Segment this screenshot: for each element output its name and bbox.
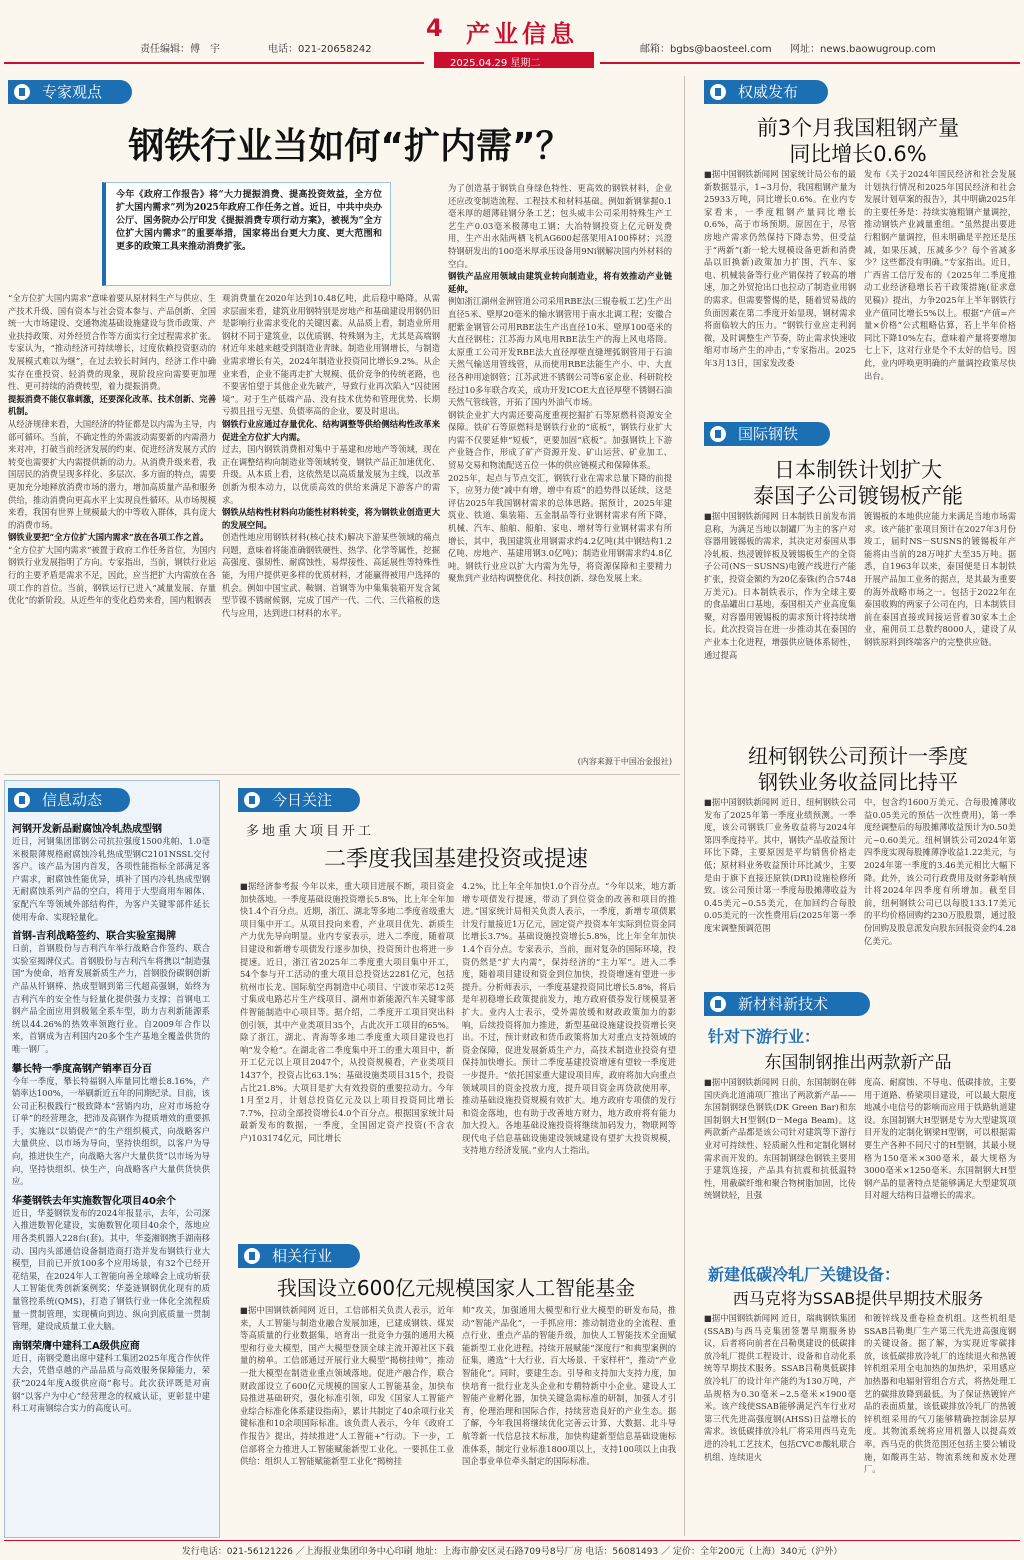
info-item-text: 近日，河钢集团邯钢公司抗拉强度1500兆帕、1.0毫米极限薄规格耐腐蚀冷轧热成型钢C2101NSSL交付客户。该产品为国内首发，各项性能指标全部满足客户需求，耐腐蚀性能优异，填补了国内冷轧热成型钢无耐腐蚀系列产品的空白，将用于大型商用车厢体、家配汽车等领域外部结构件，为客户关键零部件延长使用寿命、实现轻量化。 <box>12 836 210 922</box>
footer-text: 发行电话：021-56121226 ／上海报业集团印务中心印刷 地址：上海市静安区灵石路709号8号厂房 电话：56081493 ／ 定价：全年200元（上海）340元（沪外） <box>181 1547 843 1557</box>
info-list <box>12 820 210 1532</box>
expert-lead-text: 今年《政府工作报告》将“大力提振消费、提高投资效益，全方位扩大国内需求”列为2025年政府工作任务之首。近日，中共中央办公厅、国务院办公厅印发《提振消费专项行动方案》，被视为“全方位扩大国内需求”的重要举措，国家将出台更大力度、更大范围和更多的政策工具来推动消费扩张。 <box>116 190 382 252</box>
expert-col3-para-3: 钢铁企业扩大内需还要高度重视挖掘扩石等原燃料资源安全保障。铁矿石等原燃料是钢铁行业的“底板”，钢铁行业扩大内需不仅要延伸“短板”，更要加固“底板”。加强钢铁上下游产业链合作，形成了矿产资源开发、矿山运营、矿业加工、贸易交易和物流配送五位一体的供应链模式和保障体系。 <box>448 409 672 471</box>
newmat-article1-col2: 度高、耐腐蚀、不导电、低碳排放，主要用于道路、桥梁项目建设，可以最大限度地减小电信号的影响而应用于铁路轨道建设。东国制钢大H型钢是专为大型建筑项目开发的定制化钢梁H型钢，可以根据需要生产各种不同尺寸的H型钢，其最小规格为150毫米×300毫米，最大规格为3000毫米×1250毫米。东国制钢大H型钢产品的显著特点是能够满足大型建筑项目对超大结构日益增长的需求。 <box>864 1077 1016 1201</box>
expert-col3-para-4: 2025年，起点与节点交汇，钢铁行业在需求总量下降的前提下，应努力使“减中有增，增中有质”的趋势得以延续，这是评估2025年我国钢材需求的总体思路。据预计，2025年建筑业、铁道、集装箱、五金制品等行业钢材需求有所下降，机械、汽车、舶舶、船舶、家电、增材等行业钢材需求有所增长，其中，我国建筑业用钢需求约4.2亿吨(其中钢结构1.2亿吨、房地产、基建用钢3.0亿吨)；制造业用钢需求约4.8亿吨。钢铁行业应以扩大内需为先导，将资源保障和主要精力聚焦到产业结构调整优化、科技创新、绿色发展上来。 <box>448 472 672 584</box>
issue-date: 2025.04.29 星期二 <box>450 58 541 69</box>
info-item-title: 华菱钢铁去年实施数智化项目40余个 <box>12 1195 176 1207</box>
nucor-col2: 中，包含约1600万美元、合每股摊薄收益0.05美元的预估一次性费用)，第一季度经调整后的每股摊薄收益预计为0.50美元~0.60美元。纽柯钢铁公司2024年第四季度实现每股摊薄净收益1.22美元，与2024年第一季度的3.46美元相比大幅下降。此外，该公司行政费用及财务影响预计将2024年四季度有所增加。截至目前，纽柯钢铁公司已以每股133.17美元的平均价格回购约230万股股票，通过股份回购及股息派发向股东回报资金约4.28亿美元。 <box>864 797 1016 946</box>
info-item-text: 日前，首钢股份与吉利汽车举行战略合作签约、联合实验室揭牌仪式。首钢股份与吉利汽车将携以“制造强国”为使命，培育发展新质生产力，首钢股份碳钢创新产品从钎钢棒、热成型钢到第三代超高强钢，始终为吉利汽车的安全性与轻量化提供强力支撑；首钢电工钢产品全面应用到极氪全系车型，助力吉利新能源系统以44.26%的热效率领跑行业。自2009年合作以来，首钢成为吉利国内20多个生产基地全覆盖供货的唯一钢厂。 <box>12 943 210 1054</box>
info-item <box>12 820 210 923</box>
divider-expert-bottom <box>4 774 680 775</box>
info-item <box>12 927 210 1055</box>
expert-col2-intro: 观消费量在2020年达到10.48亿吨，此后稳中略降。从需求层面来看，建筑业用钢特别是房地产和基础建设用钢仍旧是影响行业需求变化的关键因素。从品质上看，制造业所用钢材不同于建筑业，以优质钢、特殊钢为主，尤其是高端钢材近年来越来越受到制造业青睐。制造业用钢增长，与制造业需求增长有关，2024年制造业投资同比增长9.2%。从企业来看，企业不能再走扩大规模、低价竞争的传统老路，也不要害怕望于其他企业先破产，导致行业再次陷入“囚徒困境”。对于生产低端产品、没有技术优势和管理优势、长期亏损且扭亏无望、负债率高的企业，要及时退出。 <box>222 293 440 417</box>
newmat-article2-kicker: 新建低碳冷轧厂关键设备： <box>708 1265 901 1284</box>
section-expert-view: 专家观点 <box>8 80 132 104</box>
authority-col1: ■据中国钢铁新闻网 国家统计局公布的最新数据显示，1~3月份，我国粗钢产量为25933万吨，同比增长0.6%。在业内专家看来，一季度粗钢产量同比增长0.6%，高于市场预期。原因在于，尽管房地产需求仍然保持下降态势，但受益于“两新”(新一轮大规模设备更新和消费品以旧换新)政策加力扩围，汽车、家电、机械装备等行业产销保持了较高的增速，加之外贸抢出口也拉动了制造业用钢的需求。但需要警惕的是，随着贸易战的负面因素在第二季度开始显现，钢材需求将面临较大的压力。“钢铁行业应走利润微，及时调整生产节奏，防止需求快速收缩对市场产生的冲击，”专家指出。2025年3月13日，国家发改委 <box>704 169 856 368</box>
page-number: 4 <box>426 14 443 42</box>
newmat-article1-kicker: 针对下游行业： <box>708 1027 821 1046</box>
intl-title-line1: 日本制铁计划扩大 <box>774 458 942 482</box>
page-header <box>0 0 1024 70</box>
editor-phone: 电话：021-20658242 <box>268 44 372 55</box>
section-info: 信息动态 <box>8 788 130 812</box>
today-headline: 二季度我国基建投资或提速 <box>323 847 588 872</box>
expert-col2-para-3: 创造性地应用钢铁材料(核心技术)解决下游某些领域的痛点问题，意味着将能准确钢铁硬性、热学、化学等属性，挖掘高强度、强韧性、耐腐蚀性、易焊接性、高延展性等特殊性能，为用户提供更多样的优质材料，才能赢得被用户选择的机会。例如中国宝武、鞍钢、首钢等为中集集装箱开发含氮型节镍不锈耐候钢，完成了国产一代、二代、三代箱板的迭代与应用，达到进口材料的水平。 <box>222 532 440 618</box>
section-international: 国际钢铁 <box>704 422 830 446</box>
expert-col3-heading-1: 钢铁产品应用领域由建筑业转向制造业，将有效推动产业链延伸。 <box>448 271 672 294</box>
intl-col1: ■据中国钢铁新闻网 日本制铁日前发布消息称，为满足当地以制罐厂为主的客户对容器用镀锡板的需求，其决定对泰国从事冷轧板、热浸镀锌板及镀锡板生产的全资子公司(NS－SUSNS)电镀产线进行产能扩张，投资金额约为20亿泰铢(约合5748万美元)。日本制铁表示，作为全球主要的食品罐出口基地，泰国相关产业高度集聚，对容器用镀锡板的需求预计将持续增长。此次投资旨在进一步推动其在泰国的产业本土化进程，增强供应链体系韧性，通过提高 <box>704 511 856 660</box>
section-authority: 权威发布 <box>704 80 828 104</box>
expert-col2-heading-2: 钢铁从结构性材料向功能性材料转变，将为钢铁业创造更大的发展空间。 <box>222 507 440 530</box>
expert-headline: 钢铁行业当如何“扩内需”？ <box>128 126 572 167</box>
info-item <box>12 1192 210 1333</box>
footer-rule <box>4 1540 1020 1541</box>
email: 邮箱：bgbs@baosteel.com <box>640 44 772 55</box>
nucor-title-line2: 钢铁业务收益同比持平 <box>758 770 958 794</box>
info-item-title: 首钢-吉利战略签约、联合实验室揭牌 <box>12 931 177 943</box>
newmat-article2-col2: 和镀锌线及重卷检查机组。这些机组是SSAB吕勒奥厂生产第三代先进高强度钢的关键设备。据了解，为实现近零碳排放，该低碳排放冷轧厂的连续退火和热镀锌机组采用全电加热的加热炉，采用感应加热器和电辐射管组合方式，将热处理工艺的碳排放降到最低。为了保证热镀锌产品的表面质量，该低碳排放冷轧厂的热镀锌机组采用的气刀能够精确控制涂层厚度。其物流系统将应用机器人以提高效率。西马克的供货范围还包括主要公辅设施，如酸再生站、物流系统和废水处理厂。 <box>864 1313 1016 1475</box>
intl-col2: 镀锡板的本地供应能力来满足当地市场需求。该产能扩张项目预计在2027年3月份竣工，届时NS－SUSNS的镀锡板年产能将由当前的28万吨扩大至35万吨。据悉，自1963年以来，泰国便是日本制铁开展产品加工业务的据点，是其最为重要的海外战略市场之一。包括于2022年在泰国收购的两家子公司在内，日本制铁目前在泰国直接或间接运营着30家本土企业，雇佣员工总数约8000人，建设了从钢铁原料到终端客户的完整供应链。 <box>864 511 1016 647</box>
expert-column-1 <box>8 292 216 772</box>
expert-col2-heading-1: 钢铁行业应通过存量优化、结构调整等供给侧结构性改革来促进全方位扩大内需。 <box>222 418 440 442</box>
page-title: 产业信息 <box>466 20 578 48</box>
authority-col2: 发布《关于2024年国民经济和社会发展计划执行情况和2025年国民经济和社会发展计划草案的报告》，其中明确2025年的主要任务是：持续实施粗钢产量调控，推动钢铁产业减量重组。“虽然提出要进行粗钢产量调控，但未明确是平控还是压减，如果压减，压减多少？每个省减多少？这些都没有明确。”专家指出。近日，广西省工信厅发布的《2025年二季度推动工业经济稳增长若干政策措施(征求意见稿)》提出，力争2025年上半年钢铁行业产值同比增长5%以上。根据“产值=产量×价格”公式粗略估算，若上半年价格同比下降10%左右，意味着产量将要增加七上下，这对行业是个不太好的信号。因此，业内呼唤更明确的产量调控政策尽快出台。 <box>864 169 1016 381</box>
expert-col1-heading-1: 提振消费不能仅靠刺激，还要深化改革、技术创新、完善机制。 <box>8 393 216 417</box>
expert-col1-heading-2: 钢铁业要把“全方位扩大国内需求”放在各项工作之首。 <box>8 532 209 543</box>
related-col1: ■据中国钢铁新闻网 近日，工信部相关负责人表示，近年来，人工智能与制造业融合发展加速，已建成钢铁、煤炭等高质量的行业数据集，培育出一批竞争力强的通用大模型和行业大模型，国产大模型登顶全球主流开源社区下载量的榜单。工信部通过开展行业大模型“揭榜挂帅”，推动一批大模型在制造业重点领域落地。促进产融合作，联合财政部设立了600亿元规模的国家人工智能基金，加快布局推进基础研究，强化标准引领，印发《国家人工智能产业综合标准化体系建设指南》，累计共制定了40余项行业关键标准和10余项国际标准。该负责人表示，今年《政府工作报告》提出，持续推进“人工智能+”行动。下一步，工信部将全力推进人工智能赋能新型工业化。一要抓住工业供给：组织人工智能赋能新型工业化“揭榜挂 <box>240 1305 454 1467</box>
authority-title-line1: 前3个月我国粗钢产量 <box>756 116 960 140</box>
authority-title-line2: 同比增长0.6% <box>789 142 927 166</box>
expert-lead-box <box>102 182 391 286</box>
section-new-materials: 新材料新技术 <box>704 992 870 1016</box>
section-today-focus: 今日关注 <box>238 788 360 812</box>
today-kicker: 多地重大项目开工 <box>246 824 375 839</box>
newmat-article2-title: 西马克将为SSAB提供早期技术服务 <box>732 1289 984 1308</box>
expert-col1-intro: “全方位扩大国内需求”意味着要从原材料生产与供应、生产技术升级、国有资本与社会资本参与、产品创新、全国统一大市场建设、交通物流基础设施建设与货币政策、产业扶持政策、对外经贸合作等方面实行全过程需求扩张。专家认为，“推动经济可持续增长，过度依赖投资驱动的发展模式难以为继”，在过去较长时间内，经济工作中确实存在重投资、轻消费的现象，现阶段应向需要更加理性、更可持续的消费转型，着力提振消费。 <box>8 293 216 392</box>
info-item-title: 南钢荣膺中建科工A级供应商 <box>12 1340 140 1352</box>
expert-col3-para-2: 例如浙江湖州金洲管道公司采用RBE法(三辊卷板工艺)生产出直径5米、壁厚20毫米的输水钢管用于南水北调工程；安徽合肥紫金钢管公司用RBE法生产出直径10米、壁厚100毫米的大直径钢柱；江苏海力风电用RBE法生产的海上风电塔筒。太原重工公司开发RBE法大直径厚壁直缝埋弧钢管用于石油天然气输送用管线管，从而使用RBE法能生产小、中、大直径各种用途钢管；江苏武进不锈钢公司等6家企业、科研院校经过10多年联合攻关，成功开发ICOE大直径厚壁不锈钢石油天然气管线管，开拓了国内外油气市场。 <box>448 296 672 408</box>
newmat-article2-col1: ■据中国钢铁新闻网 近日，瑞典钢铁集团(SSAB)与西马克集团签署早期服务协议，后者将向前者在吕勒奥建设的低碳排放冷轧厂提供工程设计、设备和自动化系统等早期技术服务。SSAB吕勒奥低碳排放冷轧厂的设计年产能约为130万吨，产品规格为0.30毫米~2.5毫米×1900毫米。该产线使SSAB能够满足汽车行业对第三代先进高强度钢(AHSS)日益增长的需求。该低碳排放冷轧厂将采用西马克先进的冷轧工艺技术，包括CVC®酸轧联合机组、连续退火 <box>704 1313 856 1462</box>
info-item-text: 今年一季度，攀长特福钢入库量同比增长8.16%，产销率达100%，一举刷新近五年的同期纪录。目前，该公司正积极践行“极致降本”营销内功，应对市场抢夺订单”的经营理念，把沛及高钢作为提质增效的重要抓手，实施以“以销促产”的生产组织模式，向战略客户大量供应、以市场为导向，坚持快组织，以客户为导向，推进快生产，向战略大客户大量供货“以市场为导向，坚持快组织、快生产，向战略客户大量供货快供应。 <box>12 1075 210 1187</box>
nucor-title-line1: 纽柯钢铁公司预计一季度 <box>748 744 968 768</box>
info-item-title: 河钢开发新品耐腐蚀冷轧热成型钢 <box>12 824 162 835</box>
info-item-text: 近日，华菱钢铁发布的2024年报显示，去年，公司深入推进数智化建设，实施数智化项目40余个，落地应用各类机器人228台(套)。其中，华菱湘钢携手湖南移动、国内头部通信设备制造商打造并发布钢铁行业大模型，目前已开放100多个应用场景，有32个已经开花结果，在2024年人工智能向善全球峰会上成功斩获人工智能优秀创新案例奖；华菱涟钢钢优化现有的质量管控系统(QMS)，打造了钢铁行业一体化全流程质量一贯制管理，实现横向到边、纵向到底质量一贯制管理，建设成质量工业大脑。 <box>12 1207 210 1332</box>
expert-col1-para-2: 从经济规律来看，大国经济的特征都是以内需为主导，内部可循环。当前，不确定性的外需波动需要新的内需潜力来对冲，打破当前经济发展的约束、促进经济发展方式的转变也需要扩大内需提供新的动力。从消费升级来看，我国居民的消费呈现多样化、多层次、多方面的特点，需要更加充分地释放消费市场的潜力，增加高质量产品和服务供给，推动消费向更高水平上实现良性循环。从市场规模来看，我国有世界上规模最大的中等收入群体，具有庞大的消费市场。 <box>8 418 216 530</box>
today-col1: ■据经济参考报 今年以来，重大项目进展不断，项目资金加快落地。一季度基础设施投资增长5.8%，比上年全年加快1.4个百分点。近期，浙江、湖北等多地二季度省级重大项目集中开工。从项目投向来看，产业项目优先、新质生产力优先导向明显。业内专家表示，进入二季度，随着项目建设和新增专项债发行逐步加快，投资预计也将进一步提速。近日，浙江省2025年二季度重大项目集中开工，54个参与开工活动的重大项目总投资达2281亿元，包括杭州市长龙、国际航空再制造中心项目、宁波市荣芯12英寸集成电路芯片生产线项目、湖州市新能源汽车关键零部件智能制造中心项目等。据介绍，二季度开工项目突出科创引领，其中产业类项目35个，占此次开工项目的65%。除了浙江，湖北、青海等多地二季度重大项目建设也打响“发令枪”。在湖北省二季度集中开工的重大项目中，新开工亿元以上项目2047个，从投资规模看，产业类项目1437个，投资占比63.1%；基础设施类项目315个，投资占比21.8%。大项目是扩大有效投资的重要拉动力。今年1月至2月，计划总投资亿元及以上项目投资同比增长7.7%，拉动全部投资增长4.0个百分点。根据国家统计局最新发布的数据，一季度，全国固定资产投资(不含农户)103174亿元，同比增长 <box>240 881 454 1143</box>
header-rule-right <box>600 62 1020 64</box>
header-rule-left <box>4 62 424 64</box>
info-item-title: 攀长特一季度高钢产销率百分百 <box>12 1063 152 1075</box>
expert-source: (内容来源于中国冶金报社) <box>577 757 672 766</box>
website: 网址：news.baowugroup.com <box>790 44 936 55</box>
divider-right-column <box>684 76 685 1536</box>
intl-title-line2: 泰国子公司镀锡板产能 <box>753 484 963 508</box>
expert-col3-intro: 为了创造基于钢铁自身绿色特性、更高效的钢铁材料，企业还应改变制造流程、工程技术和材料基础。例如新钢掌握0.1毫米厚的超薄硅钢分条工艺；包头威丰公司采用特殊生产工艺生产0.03毫米极薄电工钢；大冶特钢投资上亿元研发费用，生产出水陆两栖飞机AG600起落架用A100棒材；兴澄特钢研发出的100毫米厚承压设备用9Ni钢解决国内外材料的空白。 <box>448 183 672 269</box>
nucor-col1: ■据中国钢铁新闻网 近日，纽柯钢铁公司发布了2025年第一季度业绩预测。一季度，该公司钢铁厂业务收益将与2024年第四季度持平。其中，钢铁产品收益预计环比下降，主要原因是平均销售价格走低；原材料业务收益预计环比减少，主要是由于旗下直接还原铁(DRI)设施检修所致。该公司预计第一季度每股摊薄收益为0.45美元~0.55美元，在加回约合每股0.05美元的一次性费用后(2025年第一季度宋调整预调范围 <box>704 797 856 933</box>
section-related-industry: 相关行业 <box>238 1244 360 1268</box>
info-item <box>12 1060 210 1188</box>
today-col2: 4.2%，比上年全年加快1.0个百分点。“今年以来，地方新增专项债发行提速，带动了到位资金的改善和项目的推进。”国家统计局相关负责人表示，一季度，新增专项债累计发行量接近1万亿元，固定资产投资本年实际到位资金同比增长3.7%。基础设施投资增长5.8%，比上年全年加快1.4个百分点。专家表示，当前，面对复杂的国际环境，投资仍然是“扩大内需”，保持经济的“主力军”。进入二季度，随着项目建设和资金到位加快，投资增速有望进一步提升。分析师表示，一季度基建投资同比增长5.8%，将后是年初稳增长政策提前发力，地方政府债券发行规模显著扩大。业内人士表示，受外需放缓和财政政策加力的影响，后续投资将加力推进，新型基础设施建设投资增长突出。不过，预计财政和货币政策将加大对重点支持领域的资金保障，促进发展新质生产力，高技术制造业投资有望保持加快增长。预计二季度基建投资增速有望较一季度进一步提升。“依托国家重大建设项目库，政府将加大向重点领域项目的资金投放力度，提升项目资金再贷款使用率，推动基础设施投资规模有效扩大。地方政府专项债的发行和资金落地，也有助于改善地方财力，地方政府将有能力加大投入。各地基础设施投资将继续加码发力，物联网等现代电子信息基础设施建设领域建设有望扩大投资规模，支持地方经济发展。”业内人士指出。 <box>462 881 676 1156</box>
expert-column-3 <box>448 182 672 752</box>
expert-col2-para-2: 过去，国内钢铁消费相对集中于基建和房地产等领域，现在正在调整结构向制造业等领域转变，钢铁产品正加速优化、升级。从本质上看，这依然是以高质量发展为主线，以改革创新为根本动力，以优质高效的供给来满足下游客户的需求。 <box>222 444 440 505</box>
expert-column-2 <box>222 292 440 772</box>
newmat-article1-title: 东国制钢推出两款新产品 <box>764 1053 952 1073</box>
expert-col1-para-3: “全方位扩大国内需求”被置于政府工作任务首位，为国内钢铁行业发展指明了方向。专家指出，当前，钢铁行业运行的主要矛盾是需求不足，因此，应当把扩大内需放在各项工作的首位。当前，钢铁运行已进入“减量发展、存量优化”的新阶段。从近些年的变化趋势来看，国内粗钢表 <box>8 544 216 606</box>
related-col2: 帅”攻关，加强通用大模型和行业大模型的研发布局，推动“智能产品化”，一手抓应用：推动制造业的全流程、重点行业、重点产品的智能升级，加快人工智能技术全面赋能新型工业化进程。持续开展赋能“深度行”和典型案例的征集，遴选“十大行业、百大场景、千家样杆”，推动“产业智能化”。同时，要建生态。引导和支持加大支持力度，加快培育一批行业龙头企业和专精特新中小企业。建设人工智能产业孵化器，加快关键急需标准的研制，加强人才引育，伦理治理和国际合作，持续营造良好的产业生态。据了解，今年我国将继续优化完善云计算、大数据、北斗导航等新一代信息技术标准，加快构建新型信息基础设施标准体系，制定行业标准1800项以上，支持100项以上由我国企事业单位牵头制定的国际标准。 <box>462 1305 676 1467</box>
info-item <box>12 1337 210 1415</box>
editor-credit: 责任编辑：傅 宇 <box>140 44 220 55</box>
newmat-article1-col1: ■据中国钢铁新闻网 日前，东国制钢在韩国庆尚北道浦项厂推出了两款新产品——东国制钢绿色钢铁(DK Green Bar)和东国制钢大H型钢(D－Mega Beam)。这两款新产品都是该公司针对建筑等下游行业对可持续性、轻质耐久性和定制化钢材需求而开发的。东国制钢绿色钢铁主要用于建筑连接，产品具有抗震和抗低温特性，用截碳纤维和聚合物树脂加固，比传统钢铁轻，且强 <box>704 1077 856 1201</box>
related-headline: 我国设立600亿元规模国家人工智能基金 <box>276 1276 636 1300</box>
info-item-text: 近日，南钢受邀出席中建科工集团2025年度合作伙伴大会，凭借卓越的产品品质与高效服务保障能力，荣获“2024年度A级供应商”称号。此次获评既是对南钢“以客户为中心”经营理念的权威认证，更彰显中建科工对南钢综合实力的高度认可。 <box>12 1352 210 1414</box>
